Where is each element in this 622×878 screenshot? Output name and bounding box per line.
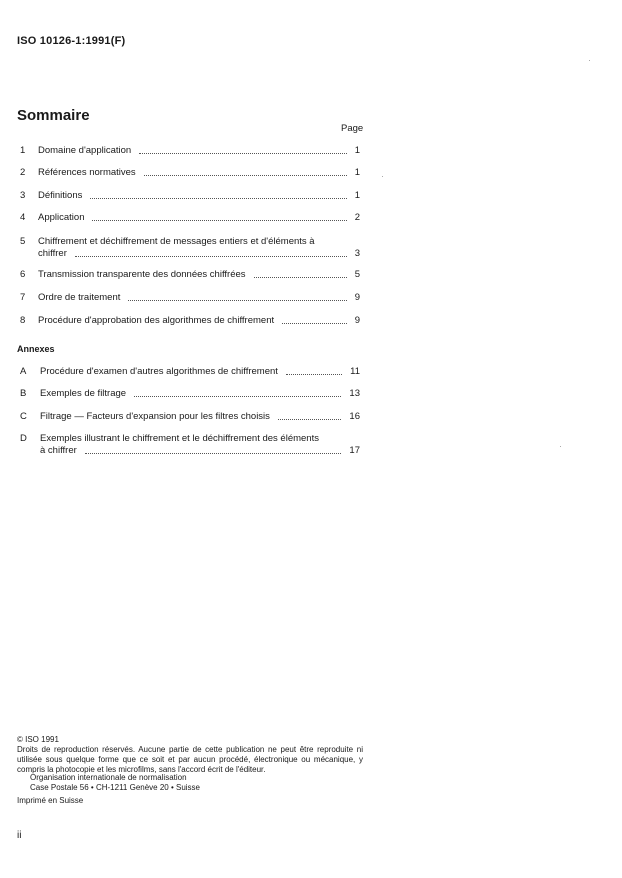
dot-leader: [75, 255, 347, 257]
toc-entry-number: 4: [20, 212, 26, 223]
printed-in: Imprimé en Suisse: [17, 796, 84, 805]
dot-leader: [278, 418, 342, 420]
copyright-notice: © ISO 1991: [17, 735, 59, 744]
toc-entry-title: Domaine d'application: [38, 145, 132, 156]
toc-entry-number: 6: [20, 269, 26, 280]
toc-entry-title: Procédure d'approbation des algorithmes de chiffrement: [38, 315, 275, 326]
toc-entry-number: 2: [20, 167, 26, 178]
toc-entry-page: 1: [354, 167, 360, 178]
toc-entry-title: Application: [38, 212, 85, 223]
annex-letter: A: [20, 366, 27, 377]
annex-letter: D: [20, 433, 27, 444]
annex-title: Filtrage — Facteurs d'expansion pour les filtres choisis: [40, 411, 270, 422]
organization-name: Organisation internationale de normalisation: [30, 773, 187, 782]
annex-page: 11: [350, 366, 360, 377]
document-id: ISO 10126-1:1991(F): [17, 35, 126, 47]
contents-title: Sommaire: [17, 107, 90, 124]
annex-title-continued: à chiffrer: [40, 445, 77, 456]
annex-page: 17: [349, 445, 360, 456]
scan-speck: [382, 176, 383, 177]
scan-speck: [560, 446, 561, 447]
toc-entry-page: 3: [354, 248, 360, 259]
annex-title: Procédure d'examen d'autres algorithmes de chiffrement: [40, 366, 278, 377]
toc-entry-title: Ordre de traitement: [38, 292, 121, 303]
dot-leader: [92, 219, 346, 221]
toc-entry-number: 3: [20, 190, 26, 201]
dot-leader: [134, 395, 341, 397]
toc-entry-page: 9: [354, 315, 360, 326]
dot-leader: [85, 452, 342, 454]
toc-entry-number: 1: [20, 145, 26, 156]
annex-title: Exemples de filtrage: [40, 388, 127, 399]
dot-leader: [254, 276, 347, 278]
toc-entry-page: 2: [354, 212, 360, 223]
page-number: ii: [17, 830, 22, 841]
annexes-heading: Annexes: [17, 344, 55, 354]
postal-address: Case Postale 56 • CH-1211 Genève 20 • Suisse: [30, 783, 200, 792]
toc-entry-title: Transmission transparente des données chiffrées: [38, 269, 246, 280]
dot-leader: [144, 174, 347, 176]
dot-leader: [139, 152, 347, 154]
scan-speck: [589, 60, 590, 61]
toc-entry-title: Chiffrement et déchiffrement de messages entiers et d'éléments à: [38, 236, 315, 247]
toc-entry-title: Références normatives: [38, 167, 136, 178]
toc-entry-page: 1: [354, 145, 360, 156]
dot-leader: [128, 299, 346, 301]
rights-statement: Droits de reproduction réservés. Aucune partie de cette publication ne peut être reproduite ni utilisée sous quelque forme que ce soit et par aucun procédé, électronique ou mécanique, y compris la photocopie et les microfilms, sans l'accord écrit de l'éditeur.: [17, 745, 363, 774]
annex-letter: B: [20, 388, 27, 399]
dot-leader: [90, 197, 346, 199]
annex-letter: C: [20, 411, 27, 422]
dot-leader: [286, 373, 342, 375]
annex-title: Exemples illustrant le chiffrement et le déchiffrement des éléments: [40, 433, 319, 444]
annex-page: 13: [349, 388, 360, 399]
toc-entry-title-continued: chiffrer: [38, 248, 67, 259]
toc-entry-page: 5: [354, 269, 360, 280]
toc-entry-number: 8: [20, 315, 26, 326]
toc-entry-page: 9: [354, 292, 360, 303]
annex-page: 16: [349, 411, 360, 422]
dot-leader: [282, 322, 347, 324]
toc-entry-page: 1: [354, 190, 360, 201]
toc-entry-title: Définitions: [38, 190, 83, 201]
toc-entry-number: 7: [20, 292, 26, 303]
page-column-label: Page: [341, 123, 364, 134]
toc-entry-number: 5: [20, 236, 26, 247]
